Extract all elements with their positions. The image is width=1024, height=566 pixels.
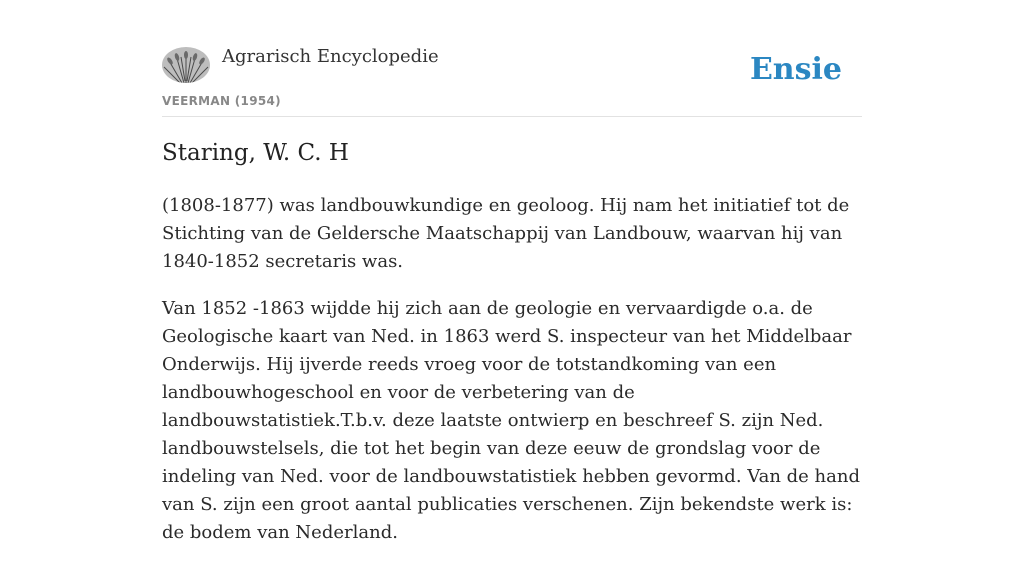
page-title: Staring, W. C. H bbox=[162, 140, 349, 166]
wheat-sheaf-icon[interactable] bbox=[162, 47, 210, 83]
site-logo[interactable]: Ensie bbox=[749, 52, 842, 87]
page bbox=[162, 0, 862, 543]
article-body bbox=[162, 192, 862, 566]
header bbox=[162, 0, 862, 117]
paragraph: (1808-1877) was landbouwkundige en geoloog. Hij nam het initiatief tot de Stichting van de Geldersche Maatschappij van Landbouw, waarvan hij van 1840-1852 secretaris was. bbox=[162, 195, 850, 272]
author-label: VEERMAN (1954) bbox=[162, 94, 281, 108]
paragraph: Van 1852 -1863 wijdde hij zich aan de geologie en vervaardigde o.a. de Geologische kaart van Ned. in 1863 werd S. inspecteur van het Middelbaar Onderwijs. Hij ijverde reeds vroeg voor de totstandkoming van een landbouwhogeschool en voor de verbetering van de landbouwstatistiek.T.b.v. deze laatste ontwierp en beschreef S. zijn Ned. landbouwstelsels, die tot het begin van deze eeuw de grondslag voor de indeling van Ned. voor de landbouwstatistiek hebben gevormd. Van de hand van S. zijn een groot aantal publicaties verschenen. Zijn bekendste werk is: de bodem van Nederland. bbox=[162, 298, 860, 543]
book-title[interactable]: Agrarisch Encyclopedie bbox=[222, 46, 439, 67]
